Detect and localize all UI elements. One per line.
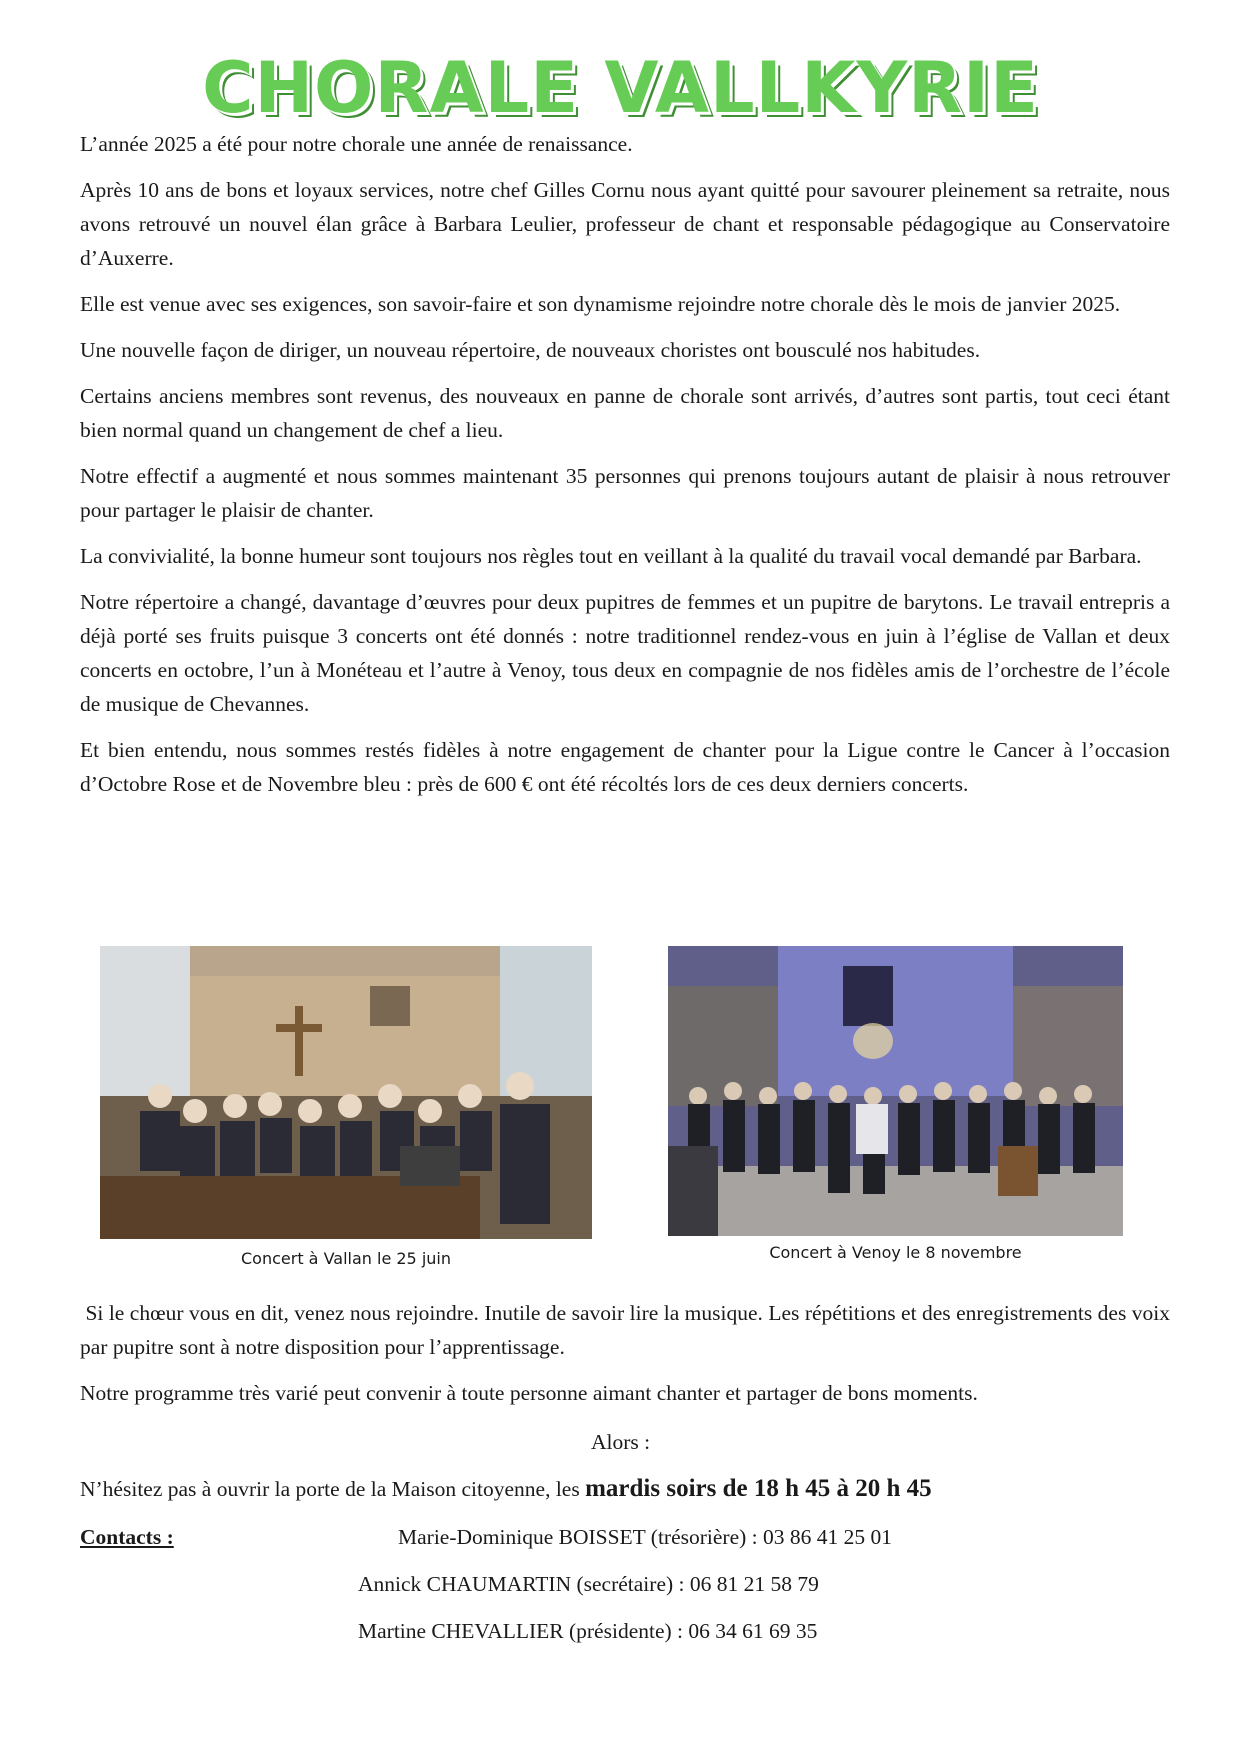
paragraph-6: Notre effectif a augmenté et nous sommes maintenant 35 personnes qui prenons toujours autant de plaisir à nous retrouver pour partager le plaisir de chanter. [80, 464, 1170, 522]
photo-caption-venoy: Concert à Venoy le 8 novembre [769, 1243, 1022, 1262]
paragraph-join: Si le chœur vous en dit, venez nous rejoindre. Inutile de savoir lire la musique. Les répétitions et des enregistrements des voix par pupitre sont à notre disposition pour l’apprentissage. [80, 1301, 1176, 1359]
invite-text: N’hésitez pas à ouvrir la porte de la Maison citoyenne, les [80, 1477, 586, 1501]
contacts-label: Contacts : [80, 1525, 174, 1549]
page-title: CHORALE VALLKYRIE [202, 47, 1039, 129]
contact-president: Martine CHEVALLIER (présidente) : 06 34 61 69 35 [358, 1619, 818, 1643]
photo-vallan-concert [100, 946, 592, 1239]
paragraph-programme: Notre programme très varié peut convenir à toute personne aimant chanter et partager de bons moments. [80, 1381, 978, 1405]
rehearsal-invite [80, 1472, 1180, 1506]
paragraph-9: Et bien entendu, nous sommes restés fidèles à notre engagement de chanter pour la Ligue contre le Cancer à l’occasion d’Octobre Rose et de Novembre bleu : près de 600 € ont été récoltés lors de ces deux derniers concerts. [80, 738, 1170, 796]
contact-secretary: Annick CHAUMARTIN (secrétaire) : 06 81 21 58 79 [358, 1572, 819, 1596]
alors-line: Alors : [590, 1430, 651, 1454]
paragraph-7: La convivialité, la bonne humeur sont toujours nos règles tout en veillant à la qualité du travail vocal demandé par Barbara. [80, 544, 1142, 568]
paragraph-2: Après 10 ans de bons et loyaux services, notre chef Gilles Cornu nous ayant quitté pour savourer pleinement sa retraite, nous avons retrouvé un nouvel élan grâce à Barbara Leulier, professeur de chant et responsable pédagogique au Conservatoire d’Auxerre. [80, 178, 1170, 270]
paragraph-3: Elle est venue avec ses exigences, son savoir-faire et son dynamisme rejoindre notre chorale dès le mois de janvier 2025. [80, 292, 1121, 316]
rehearsal-schedule: mardis soirs de 18 h 45 à 20 h 45 [585, 1475, 932, 1502]
paragraph-4: Une nouvelle façon de diriger, un nouveau répertoire, de nouveaux choristes ont bousculé nos habitudes. [80, 338, 981, 362]
article-body [80, 127, 1170, 813]
photo-caption-vallan: Concert à Vallan le 25 juin [241, 1249, 451, 1268]
contact-treasurer: Marie-Dominique BOISSET (trésorière) : 03 86 41 25 01 [398, 1525, 893, 1549]
paragraph-1: L’année 2025 a été pour notre chorale une année de renaissance. [80, 132, 633, 156]
invitation-body [80, 1296, 1176, 1422]
paragraph-8: Notre répertoire a changé, davantage d’œuvres pour deux pupitres de femmes et un pupitre de barytons. Le travail entrepris a déjà porté ses fruits puisque 3 concerts ont été donnés : notre traditionnel rendez-vous en juin à l’église de Vallan et deux concerts en octobre, l’un à Monéteau et l’autre à Venoy, tous deux en compagnie de nos fidèles amis de l’orchestre de l’école de musique de Chevannes. [80, 590, 1170, 716]
paragraph-5: Certains anciens membres sont revenus, des nouveaux en panne de chorale sont arrivés, d’autres sont partis, tout ceci étant bien normal quand un changement de chef a lieu. [80, 384, 1170, 442]
photo-venoy-concert [668, 946, 1123, 1236]
